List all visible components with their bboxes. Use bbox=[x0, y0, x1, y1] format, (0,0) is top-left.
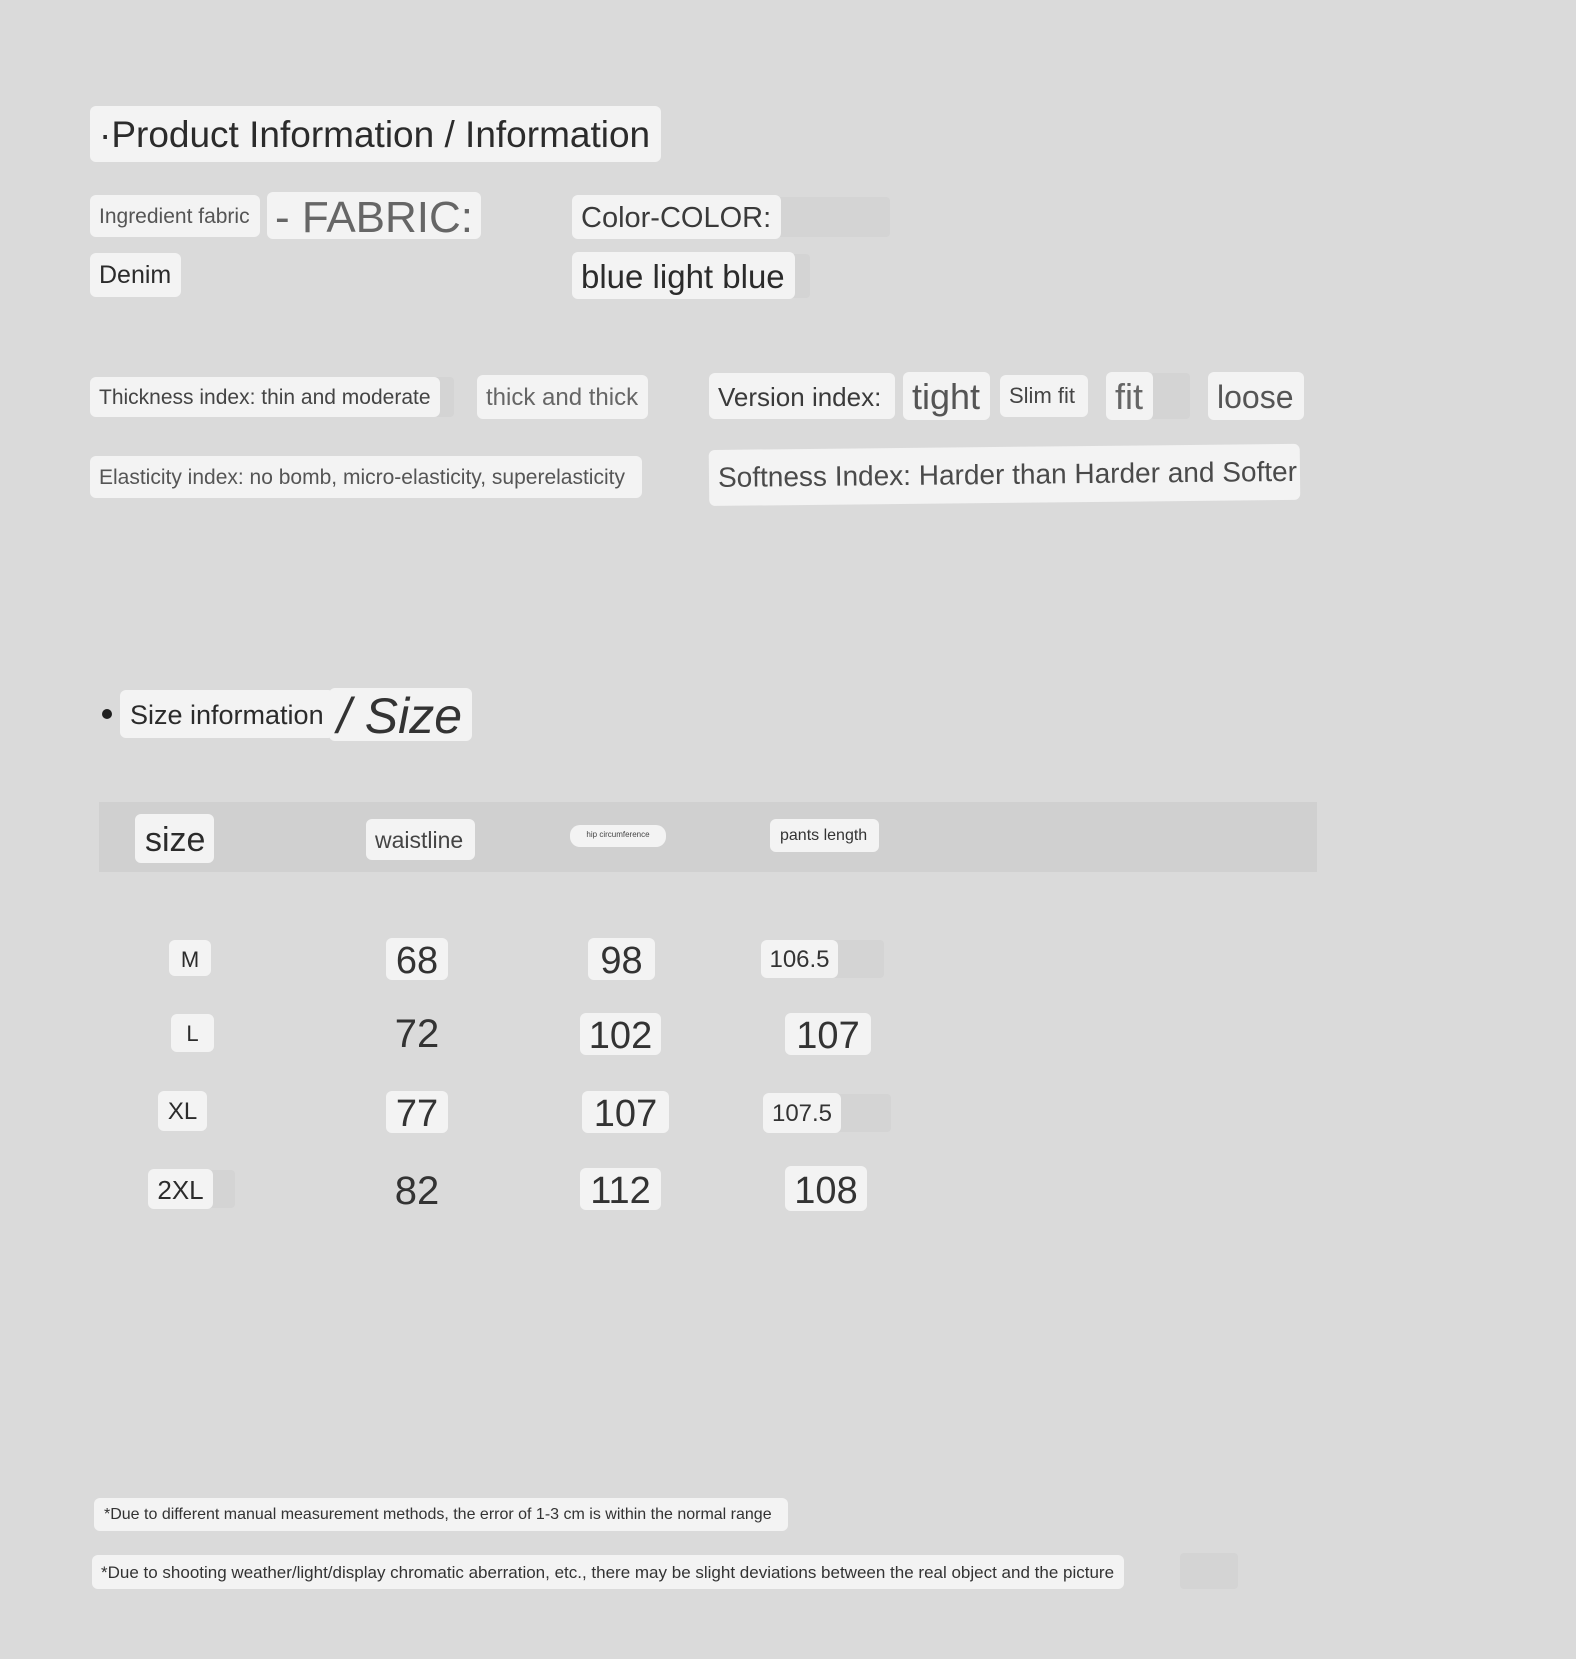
row-xl-length-shadow bbox=[835, 1094, 891, 1132]
table-cell-hip: 112 bbox=[580, 1168, 661, 1210]
size-section-title-en: / Size bbox=[329, 688, 472, 741]
size-section-bullet bbox=[102, 709, 112, 719]
table-cell-pants-length: 107 bbox=[785, 1013, 871, 1055]
note-color-shadow bbox=[1180, 1553, 1238, 1589]
table-cell-pants-length: 107.5 bbox=[763, 1093, 841, 1133]
softness-index: Softness Index: Harder than Harder and Softer bbox=[709, 444, 1301, 506]
fabric-value: Denim bbox=[90, 253, 181, 297]
version-option-fit: fit bbox=[1106, 372, 1153, 420]
product-info-title: ·Product Information / Information bbox=[90, 106, 661, 162]
table-cell-size: L bbox=[171, 1014, 214, 1052]
col-header-size: size bbox=[135, 814, 214, 863]
color-value: blue light blue bbox=[572, 252, 795, 299]
thickness-extra: thick and thick bbox=[477, 375, 648, 419]
table-cell-pants-length: 106.5 bbox=[761, 940, 838, 978]
table-cell-size: 2XL bbox=[148, 1169, 213, 1209]
note-measurement-error: *Due to different manual measurement methods, the error of 1-3 cm is within the normal range bbox=[94, 1498, 788, 1531]
table-cell-waistline: 82 bbox=[394, 1169, 440, 1213]
col-header-waistline: waistline bbox=[366, 819, 475, 860]
version-fit-shadow bbox=[1150, 373, 1190, 419]
row-m-length-shadow bbox=[830, 940, 884, 978]
size-table-header bbox=[99, 802, 1317, 872]
table-cell-size: XL bbox=[158, 1091, 207, 1131]
color-label-shadow bbox=[770, 197, 890, 237]
color-label: Color-COLOR: bbox=[572, 195, 781, 239]
elasticity-index: Elasticity index: no bomb, micro-elasticity, superelasticity bbox=[90, 456, 642, 498]
col-header-pants-length: pants length bbox=[770, 819, 879, 852]
col-header-hip: hip circumference bbox=[570, 825, 666, 847]
fabric-label: Ingredient fabric bbox=[90, 195, 260, 237]
version-option-loose: loose bbox=[1208, 372, 1304, 420]
table-cell-pants-length: 108 bbox=[785, 1166, 867, 1211]
note-color-deviation: *Due to shooting weather/light/display chromatic aberration, etc., there may be slight deviations between the real object and the picture bbox=[92, 1555, 1124, 1589]
version-label: Version index: bbox=[709, 373, 895, 419]
table-cell-hip: 107 bbox=[582, 1091, 669, 1133]
fabric-heading: - FABRIC: bbox=[267, 192, 481, 239]
thickness-label: Thickness index: thin and moderate bbox=[90, 377, 440, 417]
version-option-slim-fit: Slim fit bbox=[1000, 375, 1088, 417]
table-cell-hip: 98 bbox=[588, 938, 655, 980]
size-section-title: Size information bbox=[120, 690, 334, 738]
table-cell-waistline: 72 bbox=[394, 1012, 440, 1056]
table-cell-size: M bbox=[169, 940, 211, 976]
table-cell-hip: 102 bbox=[580, 1013, 661, 1055]
table-cell-waistline: 68 bbox=[386, 938, 448, 980]
version-option-tight: tight bbox=[903, 372, 990, 420]
table-cell-waistline: 77 bbox=[386, 1091, 448, 1133]
